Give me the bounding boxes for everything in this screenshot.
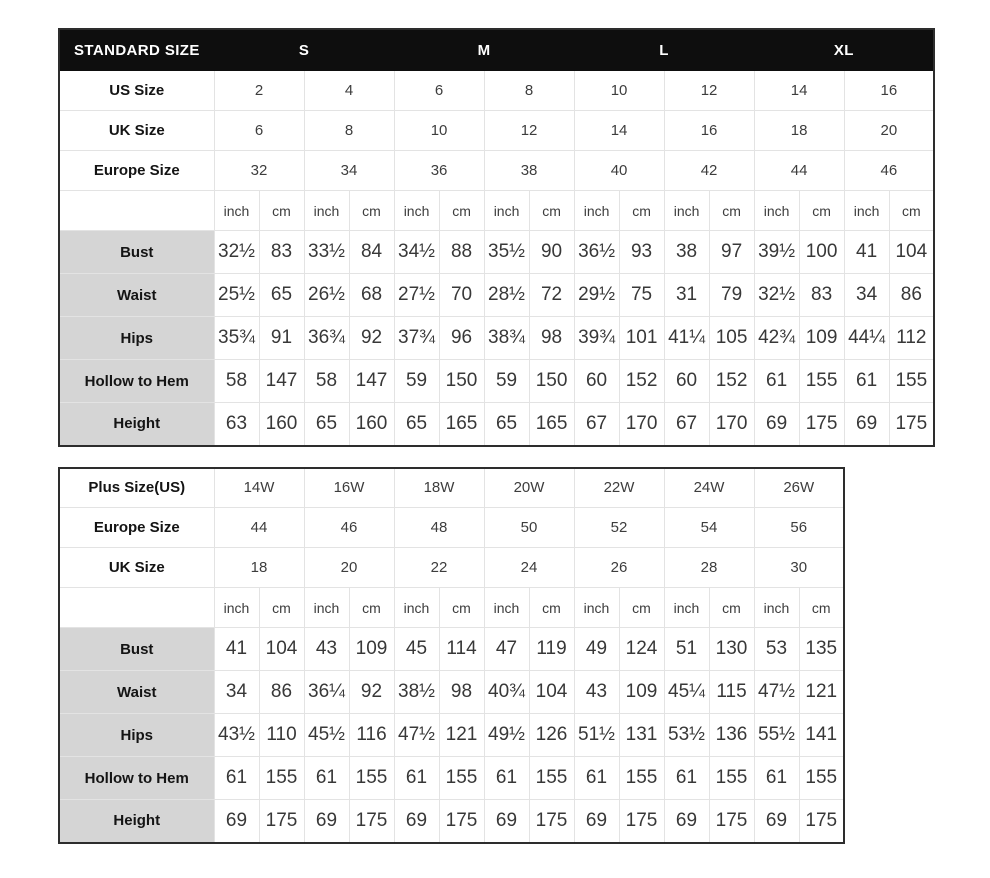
standard-size-table: [58, 28, 935, 447]
measure-cell: 29½: [574, 274, 619, 317]
measure-cell: 47½: [754, 671, 799, 714]
measure-cell: 40¾: [484, 671, 529, 714]
measure-cell: 45½: [304, 714, 349, 757]
measure-cell: 33½: [304, 231, 349, 274]
measure-cell: 28½: [484, 274, 529, 317]
measure-cell: 65: [484, 403, 529, 446]
measure-cell: 37¾: [394, 317, 439, 360]
table-row: [59, 317, 934, 360]
measure-cell: 175: [799, 403, 844, 446]
measure-cell: 97: [709, 231, 754, 274]
unit-cell: inch: [844, 191, 889, 231]
measure-cell: 39½: [754, 231, 799, 274]
measure-cell: 175: [439, 800, 484, 843]
measure-cell: 155: [799, 757, 844, 800]
measure-cell: 110: [259, 714, 304, 757]
unit-cell: inch: [574, 588, 619, 628]
measure-cell: 104: [529, 671, 574, 714]
measure-cell: 51½: [574, 714, 619, 757]
measure-cell: 175: [259, 800, 304, 843]
measure-cell: 63: [214, 403, 259, 446]
row-label: Waist: [59, 274, 214, 317]
measure-cell: 69: [484, 800, 529, 843]
measure-cell: 47½: [394, 714, 439, 757]
measure-cell: 34: [844, 274, 889, 317]
measure-cell: 170: [709, 403, 754, 446]
measure-cell: 69: [304, 800, 349, 843]
size-group-header: XL: [754, 29, 934, 71]
unit-cell: cm: [619, 588, 664, 628]
size-cell: 14W: [214, 468, 304, 508]
unit-cell: cm: [349, 588, 394, 628]
unit-row: [59, 588, 844, 628]
size-cell: 16: [664, 111, 754, 151]
measure-cell: 35¾: [214, 317, 259, 360]
measure-cell: 175: [799, 800, 844, 843]
table-row: [59, 274, 934, 317]
unit-cell: inch: [484, 191, 529, 231]
plus-size-table: [58, 467, 845, 844]
unit-cell: inch: [664, 191, 709, 231]
size-cell: 30: [754, 548, 844, 588]
row-label: Europe Size: [59, 151, 214, 191]
measure-cell: 61: [574, 757, 619, 800]
measure-cell: 98: [529, 317, 574, 360]
unit-cell: cm: [529, 191, 574, 231]
size-cell: 18: [214, 548, 304, 588]
size-cell: 18W: [394, 468, 484, 508]
measure-cell: 152: [619, 360, 664, 403]
unit-cell: inch: [664, 588, 709, 628]
unit-cell: inch: [754, 588, 799, 628]
unit-cell: cm: [619, 191, 664, 231]
measure-cell: 90: [529, 231, 574, 274]
measure-cell: 45¼: [664, 671, 709, 714]
row-label: Hollow to Hem: [59, 360, 214, 403]
size-cell: 8: [484, 71, 574, 111]
blank-cell: [59, 588, 214, 628]
size-cell: 10: [574, 71, 664, 111]
measure-cell: 155: [259, 757, 304, 800]
measure-cell: 100: [799, 231, 844, 274]
measure-cell: 86: [889, 274, 934, 317]
measure-cell: 126: [529, 714, 574, 757]
size-cell: 36: [394, 151, 484, 191]
row-label: UK Size: [59, 548, 214, 588]
measure-cell: 61: [394, 757, 439, 800]
measure-cell: 34: [214, 671, 259, 714]
table-row: [59, 71, 934, 111]
unit-cell: cm: [259, 588, 304, 628]
unit-cell: cm: [709, 191, 754, 231]
unit-cell: inch: [304, 588, 349, 628]
row-label: Waist: [59, 671, 214, 714]
size-cell: 24: [484, 548, 574, 588]
size-cell: 48: [394, 508, 484, 548]
size-group-header: S: [214, 29, 394, 71]
table-row: [59, 360, 934, 403]
unit-cell: inch: [574, 191, 619, 231]
row-label: Height: [59, 403, 214, 446]
measure-cell: 109: [799, 317, 844, 360]
measure-cell: 27½: [394, 274, 439, 317]
measure-cell: 160: [349, 403, 394, 446]
measure-cell: 59: [484, 360, 529, 403]
measure-cell: 155: [529, 757, 574, 800]
measure-cell: 165: [439, 403, 484, 446]
row-label: Hips: [59, 714, 214, 757]
measure-cell: 115: [709, 671, 754, 714]
measure-cell: 109: [349, 628, 394, 671]
measure-cell: 51: [664, 628, 709, 671]
measure-cell: 61: [754, 757, 799, 800]
unit-cell: cm: [799, 588, 844, 628]
row-label: US Size: [59, 71, 214, 111]
unit-cell: cm: [439, 191, 484, 231]
measure-cell: 147: [349, 360, 394, 403]
size-cell: 54: [664, 508, 754, 548]
row-label: Hips: [59, 317, 214, 360]
measure-cell: 93: [619, 231, 664, 274]
measure-cell: 65: [304, 403, 349, 446]
table-row: [59, 151, 934, 191]
size-cell: 16W: [304, 468, 394, 508]
measure-cell: 67: [574, 403, 619, 446]
measure-cell: 112: [889, 317, 934, 360]
measure-cell: 155: [799, 360, 844, 403]
measure-cell: 55½: [754, 714, 799, 757]
size-cell: 20W: [484, 468, 574, 508]
measure-cell: 105: [709, 317, 754, 360]
measure-cell: 91: [259, 317, 304, 360]
measure-cell: 43½: [214, 714, 259, 757]
size-cell: 42: [664, 151, 754, 191]
size-cell: 32: [214, 151, 304, 191]
measure-cell: 38½: [394, 671, 439, 714]
measure-cell: 69: [574, 800, 619, 843]
size-cell: 10: [394, 111, 484, 151]
measure-cell: 83: [259, 231, 304, 274]
size-cell: 22W: [574, 468, 664, 508]
size-cell: 56: [754, 508, 844, 548]
measure-cell: 152: [709, 360, 754, 403]
size-group-header: L: [574, 29, 754, 71]
measure-cell: 58: [214, 360, 259, 403]
measure-cell: 32½: [214, 231, 259, 274]
size-cell: 8: [304, 111, 394, 151]
measure-cell: 175: [889, 403, 934, 446]
measure-cell: 69: [754, 403, 799, 446]
size-cell: 40: [574, 151, 664, 191]
measure-cell: 155: [349, 757, 394, 800]
measure-cell: 36½: [574, 231, 619, 274]
measure-cell: 49½: [484, 714, 529, 757]
measure-cell: 59: [394, 360, 439, 403]
measure-cell: 131: [619, 714, 664, 757]
unit-cell: cm: [349, 191, 394, 231]
measure-cell: 119: [529, 628, 574, 671]
unit-row: [59, 191, 934, 231]
measure-cell: 41¼: [664, 317, 709, 360]
measure-cell: 60: [664, 360, 709, 403]
measure-cell: 109: [619, 671, 664, 714]
table-row: [59, 628, 844, 671]
blank-cell: [59, 191, 214, 231]
measure-cell: 38¾: [484, 317, 529, 360]
measure-cell: 69: [394, 800, 439, 843]
measure-cell: 150: [529, 360, 574, 403]
size-cell: 2: [214, 71, 304, 111]
measure-cell: 101: [619, 317, 664, 360]
measure-cell: 70: [439, 274, 484, 317]
measure-cell: 160: [259, 403, 304, 446]
measure-cell: 175: [349, 800, 394, 843]
measure-cell: 104: [889, 231, 934, 274]
measure-cell: 35½: [484, 231, 529, 274]
measure-cell: 44¼: [844, 317, 889, 360]
row-label: Plus Size(US): [59, 468, 214, 508]
unit-cell: inch: [394, 588, 439, 628]
measure-cell: 61: [664, 757, 709, 800]
table-row: [59, 111, 934, 151]
unit-cell: inch: [214, 191, 259, 231]
size-cell: 50: [484, 508, 574, 548]
unit-cell: inch: [214, 588, 259, 628]
table-row: [59, 508, 844, 548]
measure-cell: 65: [259, 274, 304, 317]
size-cell: 52: [574, 508, 664, 548]
measure-cell: 67: [664, 403, 709, 446]
row-label: Height: [59, 800, 214, 843]
measure-cell: 104: [259, 628, 304, 671]
measure-cell: 86: [259, 671, 304, 714]
measure-cell: 34½: [394, 231, 439, 274]
measure-cell: 155: [439, 757, 484, 800]
measure-cell: 36¼: [304, 671, 349, 714]
measure-cell: 155: [889, 360, 934, 403]
measure-cell: 61: [484, 757, 529, 800]
unit-cell: inch: [304, 191, 349, 231]
measure-cell: 61: [304, 757, 349, 800]
size-cell: 14: [574, 111, 664, 151]
unit-cell: cm: [259, 191, 304, 231]
measure-cell: 61: [844, 360, 889, 403]
measure-cell: 165: [529, 403, 574, 446]
row-label: Europe Size: [59, 508, 214, 548]
measure-cell: 41: [844, 231, 889, 274]
unit-cell: inch: [394, 191, 439, 231]
measure-cell: 69: [844, 403, 889, 446]
measure-cell: 88: [439, 231, 484, 274]
size-cell: 12: [664, 71, 754, 111]
table-header-row: [59, 29, 934, 71]
measure-cell: 58: [304, 360, 349, 403]
measure-cell: 170: [619, 403, 664, 446]
measure-cell: 150: [439, 360, 484, 403]
row-label: Hollow to Hem: [59, 757, 214, 800]
unit-cell: cm: [709, 588, 754, 628]
table-row: [59, 468, 844, 508]
measure-cell: 32½: [754, 274, 799, 317]
measure-cell: 121: [799, 671, 844, 714]
measure-cell: 92: [349, 671, 394, 714]
size-cell: 28: [664, 548, 754, 588]
measure-cell: 53½: [664, 714, 709, 757]
size-cell: 4: [304, 71, 394, 111]
row-label: UK Size: [59, 111, 214, 151]
size-cell: 26: [574, 548, 664, 588]
measure-cell: 175: [709, 800, 754, 843]
unit-cell: inch: [754, 191, 799, 231]
measure-cell: 39¾: [574, 317, 619, 360]
unit-cell: inch: [484, 588, 529, 628]
table-row: [59, 714, 844, 757]
measure-cell: 69: [754, 800, 799, 843]
size-cell: 14: [754, 71, 844, 111]
measure-cell: 38: [664, 231, 709, 274]
measure-cell: 79: [709, 274, 754, 317]
table-title: STANDARD SIZE: [59, 29, 214, 71]
measure-cell: 49: [574, 628, 619, 671]
size-cell: 26W: [754, 468, 844, 508]
size-cell: 18: [754, 111, 844, 151]
size-cell: 20: [844, 111, 934, 151]
measure-cell: 175: [619, 800, 664, 843]
measure-cell: 72: [529, 274, 574, 317]
measure-cell: 141: [799, 714, 844, 757]
measure-cell: 155: [709, 757, 754, 800]
measure-cell: 116: [349, 714, 394, 757]
measure-cell: 43: [304, 628, 349, 671]
measure-cell: 53: [754, 628, 799, 671]
measure-cell: 121: [439, 714, 484, 757]
row-label: Bust: [59, 231, 214, 274]
size-cell: 12: [484, 111, 574, 151]
measure-cell: 25½: [214, 274, 259, 317]
measure-cell: 98: [439, 671, 484, 714]
measure-cell: 124: [619, 628, 664, 671]
unit-cell: cm: [799, 191, 844, 231]
measure-cell: 84: [349, 231, 394, 274]
measure-cell: 135: [799, 628, 844, 671]
size-cell: 6: [214, 111, 304, 151]
measure-cell: 83: [799, 274, 844, 317]
measure-cell: 65: [394, 403, 439, 446]
table-row: [59, 403, 934, 446]
measure-cell: 43: [574, 671, 619, 714]
measure-cell: 69: [664, 800, 709, 843]
size-cell: 44: [214, 508, 304, 548]
measure-cell: 130: [709, 628, 754, 671]
table-row: [59, 231, 934, 274]
table-row: [59, 548, 844, 588]
row-label: Bust: [59, 628, 214, 671]
size-cell: 22: [394, 548, 484, 588]
measure-cell: 31: [664, 274, 709, 317]
measure-cell: 61: [214, 757, 259, 800]
measure-cell: 36¾: [304, 317, 349, 360]
measure-cell: 175: [529, 800, 574, 843]
measure-cell: 42¾: [754, 317, 799, 360]
size-cell: 34: [304, 151, 394, 191]
size-cell: 20: [304, 548, 394, 588]
table-row: [59, 671, 844, 714]
measure-cell: 26½: [304, 274, 349, 317]
size-cell: 6: [394, 71, 484, 111]
measure-cell: 114: [439, 628, 484, 671]
measure-cell: 147: [259, 360, 304, 403]
measure-cell: 136: [709, 714, 754, 757]
measure-cell: 61: [754, 360, 799, 403]
measure-cell: 60: [574, 360, 619, 403]
unit-cell: cm: [529, 588, 574, 628]
measure-cell: 96: [439, 317, 484, 360]
measure-cell: 41: [214, 628, 259, 671]
measure-cell: 47: [484, 628, 529, 671]
size-cell: 44: [754, 151, 844, 191]
unit-cell: cm: [889, 191, 934, 231]
size-cell: 16: [844, 71, 934, 111]
measure-cell: 68: [349, 274, 394, 317]
measure-cell: 75: [619, 274, 664, 317]
size-cell: 46: [304, 508, 394, 548]
size-cell: 24W: [664, 468, 754, 508]
size-cell: 46: [844, 151, 934, 191]
measure-cell: 92: [349, 317, 394, 360]
unit-cell: cm: [439, 588, 484, 628]
table-row: [59, 800, 844, 843]
measure-cell: 69: [214, 800, 259, 843]
measure-cell: 45: [394, 628, 439, 671]
size-group-header: M: [394, 29, 574, 71]
measure-cell: 155: [619, 757, 664, 800]
size-cell: 38: [484, 151, 574, 191]
table-row: [59, 757, 844, 800]
